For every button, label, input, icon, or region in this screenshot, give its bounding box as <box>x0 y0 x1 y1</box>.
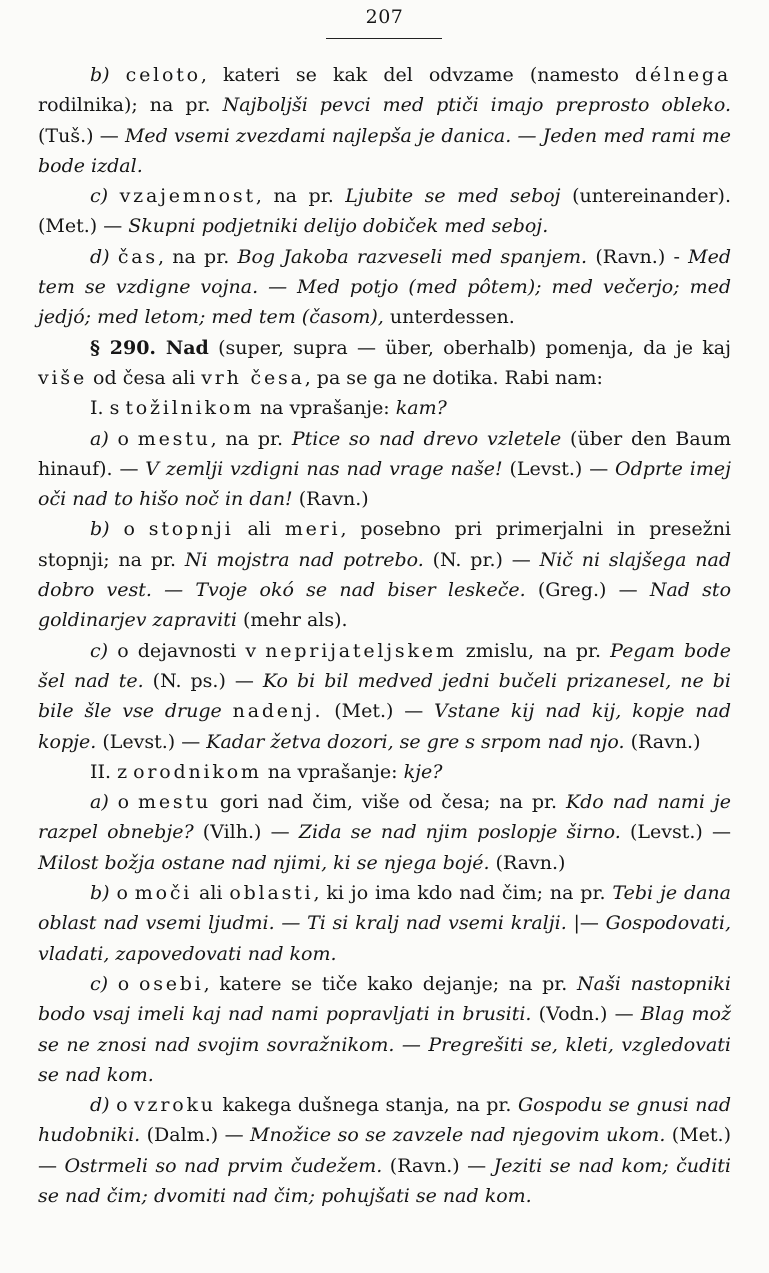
text-run: II. z <box>90 760 134 783</box>
text-run: o <box>108 791 139 814</box>
spaced-run: osebi <box>138 972 204 995</box>
spaced-run: stopnji <box>148 518 234 541</box>
text-run: (Vodn.) — <box>531 1003 641 1026</box>
text-run: ali <box>192 882 230 905</box>
italic-run: a) <box>90 427 109 450</box>
text-run: ali <box>233 518 285 541</box>
text-run: na vprašanje: <box>253 397 396 420</box>
italic-run: Pegam bode šel nad te. <box>38 639 731 692</box>
italic-run: b) <box>90 518 110 541</box>
italic-run: Ni mojstra nad potrebo. <box>184 548 424 571</box>
subsection-ii-orodnik <box>38 757 731 787</box>
italic-run: Naši nastopniki bodo vsaj imeli kaj nad nami popravljati in brusiti. <box>38 972 732 1026</box>
italic-run: Gospodu se gnusi nad hudobniki. <box>38 1094 731 1147</box>
spaced-run: vzroku <box>134 1094 216 1117</box>
paragraph-b-celoto <box>38 60 731 181</box>
italic-run: Nad sto goldinarjev zapraviti <box>38 579 732 632</box>
spaced-run: vrh česa <box>201 366 305 389</box>
text-run: , pa se ga ne dotika. Rabi nam: <box>304 366 603 389</box>
paragraph-i-a-mestu <box>38 424 731 515</box>
italic-run: Gospodovati, vladati, zapovedovati nad kom. <box>38 912 731 965</box>
spaced-run: orodnikom <box>133 760 262 783</box>
text-run: unterdessen. <box>383 306 515 329</box>
spaced-run: vzajemnost <box>119 185 256 208</box>
text-run: (Ravn.) — <box>382 1154 494 1177</box>
spaced-run: neprijateljskem <box>265 639 457 662</box>
text-run: , na pr. <box>210 427 292 450</box>
text-run: , kateri se kak del odvzame (namesto <box>200 64 635 86</box>
text-run: (Ravn.) <box>489 851 566 874</box>
spaced-run: meri <box>284 518 341 541</box>
italic-run: c) <box>90 185 109 208</box>
text-run: rodilnika); na pr. <box>38 94 223 117</box>
text-run: I. s <box>90 397 126 420</box>
italic-run: Kdo nad nami je razpel obnebje? <box>38 791 732 844</box>
italic-run: Bog Jakoba razveseli med spanjem. <box>237 245 588 268</box>
page-body <box>38 60 731 1211</box>
italic-run: Med tem se vzdigne vojna. — Med potjo (med pôtem); med večerjo; med jedjó; med letom; med tem (časom), <box>38 245 732 329</box>
italic-run: Milost božja ostane nad njimi, ki se njega bojé. <box>38 851 490 874</box>
text-run: kakega dušnega stanja, na pr. <box>215 1094 518 1117</box>
italic-run: Množice so se zavzele nad njegovim ukom. <box>250 1124 666 1147</box>
text-run: (Levst.) — <box>502 457 616 480</box>
text-run: (Ravn.) <box>624 730 701 753</box>
italic-run: kam? <box>395 397 447 420</box>
spaced-run: celoto <box>125 64 201 86</box>
spaced-run: čas <box>117 245 158 268</box>
page-number-rule <box>326 38 442 39</box>
text-run: (Ravn.) - <box>587 245 689 268</box>
text-run: |— <box>566 912 606 935</box>
text-run: (Dalm.) — <box>140 1124 251 1147</box>
italic-run: d) <box>90 1094 110 1117</box>
text-run <box>110 64 126 86</box>
text-run: (untereinander). (Met.) — <box>38 185 732 238</box>
text-run: na vprašanje: <box>261 760 404 783</box>
paragraph-d-cas <box>38 242 731 333</box>
italic-run: Blag mož se ne znosi nad svojim sovražnikom. — Pregrešiti se, kleti, vzgledovati se nad kom. <box>38 1003 731 1086</box>
italic-run: b) <box>90 882 110 905</box>
subsection-i-tozilnik <box>38 393 731 423</box>
page-number: 207 <box>365 6 404 28</box>
bold-run: § 290. Nad <box>90 336 209 359</box>
text-run: (Met.) — <box>323 700 435 723</box>
text-run: gori nad čim, više od česa; na pr. <box>210 791 566 814</box>
italic-run: V zemlji vzdigni nas nad vrage naše! <box>145 457 503 480</box>
text-run: (Vilh.) — <box>193 821 299 844</box>
italic-run: Nič ni slajšega nad dobro vest. — Tvoje okó se nad biser leskeče. <box>38 548 731 602</box>
text-run: , na pr. <box>255 185 346 208</box>
italic-run: Jeziti se nad kom; čuditi se nad čim; dvomiti nad čim; pohujšati se nad kom. <box>38 1154 731 1207</box>
italic-run: Najboljši pevci med ptiči imajo preprosto obleko. <box>222 94 731 117</box>
italic-run: Ptice so nad drevo vzletele <box>291 427 562 450</box>
spaced-run: više <box>38 366 88 389</box>
text-run <box>222 700 233 722</box>
spaced-run: mestu <box>137 427 211 450</box>
paragraph-c-vzajemnost <box>38 181 731 242</box>
spaced-run: oblasti <box>229 882 314 905</box>
text-run: (super, supra — über, oberhalb) pomenja, da je kaj <box>208 336 732 359</box>
italic-run: Ljubite se med seboj <box>345 185 561 208</box>
italic-run: c) <box>90 972 109 995</box>
spaced-run: délnega <box>634 64 731 86</box>
italic-run: Zida se nad njim poslopje širno. <box>298 821 621 844</box>
italic-run: Kadar žetva dozori, se gre s srpom nad njo. <box>206 730 625 753</box>
text-run: (Levst.) — <box>96 730 207 753</box>
text-run: o <box>108 972 139 995</box>
paragraph-ii-d-vzroku <box>38 1090 731 1211</box>
text-run: , katere se tiče kako dejanje; na pr. <box>203 972 578 995</box>
italic-run: Med vsemi zvezdami najlepša je danica. — Jeden med rami me bode izdal. <box>38 124 731 177</box>
text-run: (Greg.) — <box>525 579 650 602</box>
text-run <box>110 246 118 268</box>
text-run: o <box>109 882 135 905</box>
text-run: (über den Baum hinauf). — <box>38 427 731 480</box>
text-run: o <box>109 1094 134 1117</box>
text-run: (Ravn.) <box>292 488 369 511</box>
text-run: (mehr als). <box>236 609 348 632</box>
text-run: (N. ps.) — <box>143 669 263 692</box>
spaced-run: moči <box>134 882 193 905</box>
text-run: (Met.) — <box>38 1124 731 1177</box>
italic-run: kje? <box>403 760 443 783</box>
text-run: o <box>109 518 149 541</box>
text-run: o dejavnosti v <box>108 639 266 662</box>
text-run: o <box>108 427 138 450</box>
paragraph-ii-c-osebi <box>38 969 731 1090</box>
text-run: (Tuš.) — <box>38 124 125 147</box>
text-run: , posebno pri primerjalni in presežni stopnji; na pr. <box>38 518 732 571</box>
spaced-run: nadenj. <box>232 700 324 723</box>
text-run: od česa ali <box>87 366 202 389</box>
italic-run: a) <box>90 791 109 814</box>
italic-run: Skupni podjetniki delijo dobiček med seboj. <box>128 215 549 238</box>
section-290-heading <box>38 333 731 394</box>
italic-run: b) <box>90 64 110 86</box>
paragraph-ii-b-moci <box>38 878 731 969</box>
paragraph-ii-a-mestu <box>38 787 731 878</box>
italic-run: d) <box>90 245 110 268</box>
spaced-run: tožilnikom <box>125 397 254 420</box>
text-run: , ki jo ima kdo nad čim; na pr. <box>313 882 613 905</box>
italic-run: c) <box>90 639 109 662</box>
text-run <box>108 185 120 207</box>
italic-run: Vstane kij nad kij, kopje nad kopje. <box>38 700 732 753</box>
italic-run: Ostrmeli so nad prvim čudežem. <box>64 1154 383 1177</box>
text-run: , na pr. <box>157 245 238 268</box>
paragraph-i-c-dejavnosti <box>38 636 731 757</box>
paragraph-i-b-stopnji <box>38 514 731 635</box>
text-run: (Levst.) — <box>620 821 731 844</box>
text-run: (N. pr.) — <box>423 548 540 571</box>
italic-run: Odprte imej oči nad to hišo noč in dan! <box>38 457 731 511</box>
text-run: zmislu, na pr. <box>456 639 611 662</box>
italic-run: Tebi je dana oblast nad vsemi ljudmi. — Ti si kralj nad vsemi kralji. <box>38 882 731 935</box>
spaced-run: mestu <box>138 791 211 814</box>
italic-run: Ko bi bil medved jedni bučeli prizanesel, ne bi bile šle vse druge <box>38 669 731 723</box>
